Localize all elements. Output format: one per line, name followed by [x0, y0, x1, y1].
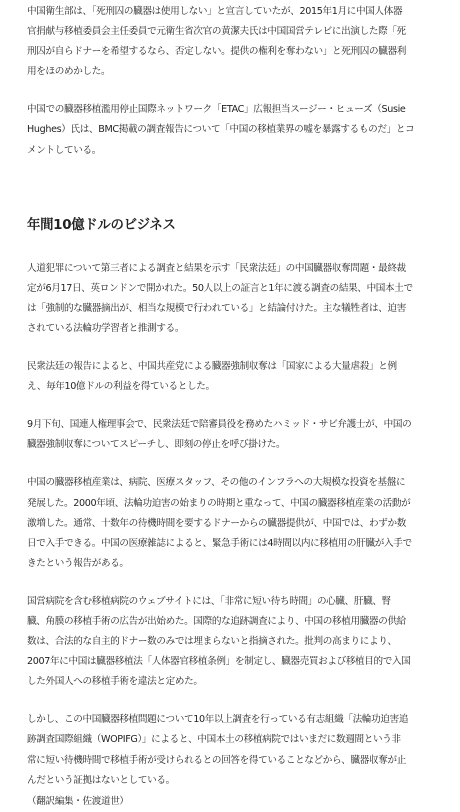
- text-line: え、毎年10億ドルの利益を得ているとした。: [27, 381, 215, 393]
- text-line: 中国衛生部は、「死刑囚の臓器は使用しない」と宣言していたが、2015年1月に中国人体器: [27, 6, 403, 17]
- text-line: 発展した。2000年頃、法輪功迫害の始まりの時期と重なって、中国の臓器移植産業の活動が: [27, 497, 411, 509]
- text-line: 臓、角膜の移植手術の広告が出始めた。国際的な追跡調査により、中国の移植用臓器の供給: [27, 615, 406, 627]
- text-line: 中国での臓器移植濫用停止国際ネットワーク「ETAC」広報担当スージー・ヒューズ（Susie: [27, 104, 406, 116]
- text-line: 跡調査国際組織（WOPIFG）」によると、中国本土の移植病院ではいまだに数週間という非: [27, 734, 401, 746]
- paragraph-7: [27, 592, 447, 692]
- section-heading: 年間10億ドルのビジネス: [27, 217, 176, 233]
- text-line: 2007年に中国は臓器移植法「人体器官移植条例」を制定し、臓器売買および移植目的で入国: [27, 656, 411, 668]
- text-line: 民衆法廷の報告によると、中国共産党による臓器強制収奪は「国家による大量虐殺」と例: [27, 361, 397, 373]
- text-line: 激増した。通常、十数年の待機時間を要するドナーからの臓器提供が、中国では、わずか数: [27, 517, 406, 529]
- text-line: は「強制的な臓器摘出が、相当な規模で行われている」と結論付けた。主な犠牲者は、迫害: [27, 302, 406, 314]
- text-line: 刑囚が自らドナーを希望するなら、否定しない。提供の権利を奪わない」と死刑囚の臓器利: [27, 46, 406, 58]
- paragraph-4: [27, 357, 447, 397]
- paragraph-2: [27, 100, 447, 160]
- text-line: 常に短い待機時間で移植手術が受けられるとの回答を得ていることなどから、臓器収奪が止: [27, 754, 406, 766]
- paragraph-5: [27, 415, 447, 455]
- paragraph-1: [27, 0, 447, 82]
- text-line: した外国人への移植手術を違法と定めた。: [27, 676, 203, 688]
- text-line: 中国の臓器移植産業は、病院、医療スタッフ、その他のインフラへの大規模な投資を基盤に: [27, 477, 406, 489]
- text-line: Hughes）氏は、BMC掲載の調査報告について「中国の移植業界の嘘を暴露するものだ」とコ: [27, 124, 415, 136]
- text-line: 数は、合法的な自主的ドナー数のみでは埋まらないと指摘された。批判の高まりにより、: [27, 636, 397, 648]
- text-line: メントしている。: [27, 144, 101, 156]
- paragraph-3: [27, 259, 447, 339]
- text-line: んだという証拠はないとしている。: [27, 774, 175, 786]
- text-line: きたという報告がある。: [27, 557, 129, 569]
- text-line: 9月下旬、国連人権理事会で、民衆法廷で陪審員役を務めたハミッド・サビ弁護士が、中国の: [27, 419, 412, 431]
- text-line: 臓器強制収奪についてスピーチし、即刻の停止を呼び掛けた。: [27, 439, 286, 451]
- text-line: 日で入手できる。中国の医療雑誌によると、緊急手術には4時間以内に移植用の肝臓が入手で: [27, 537, 412, 549]
- text-line: 官捐献与移植委員会主任委員で元衛生省次官の黄潔夫氏は中国国営テレビに出演した際「死: [27, 26, 406, 38]
- paragraph-6: [27, 473, 447, 573]
- text-line: 定が6月17日、英ロンドンで開かれた。50人以上の証言と1年に渡る調査の結果、中国本土で: [27, 282, 413, 294]
- text-line: しかし、この中国臓器移植問題について10年以上調査を行っている有志組織「法輪功迫害追: [27, 714, 409, 726]
- translator-credit: [27, 792, 447, 812]
- text-line: 国営病院を含む移植病院のウェブサイトには、「非常に短い待ち時間」の心臓、肝臓、腎: [27, 595, 391, 607]
- text-line: 用をほのめかした。: [27, 66, 111, 78]
- text-line: されている法輪功学習者と推測する。: [27, 322, 185, 334]
- credit-line: （翻訳編集・佐渡道世）: [27, 795, 129, 807]
- paragraph-8: [27, 710, 447, 790]
- text-line: 人道犯罪について第三者による調査と結果を示す「民衆法廷」の中国臓器収奪問題・最終裁: [27, 262, 406, 274]
